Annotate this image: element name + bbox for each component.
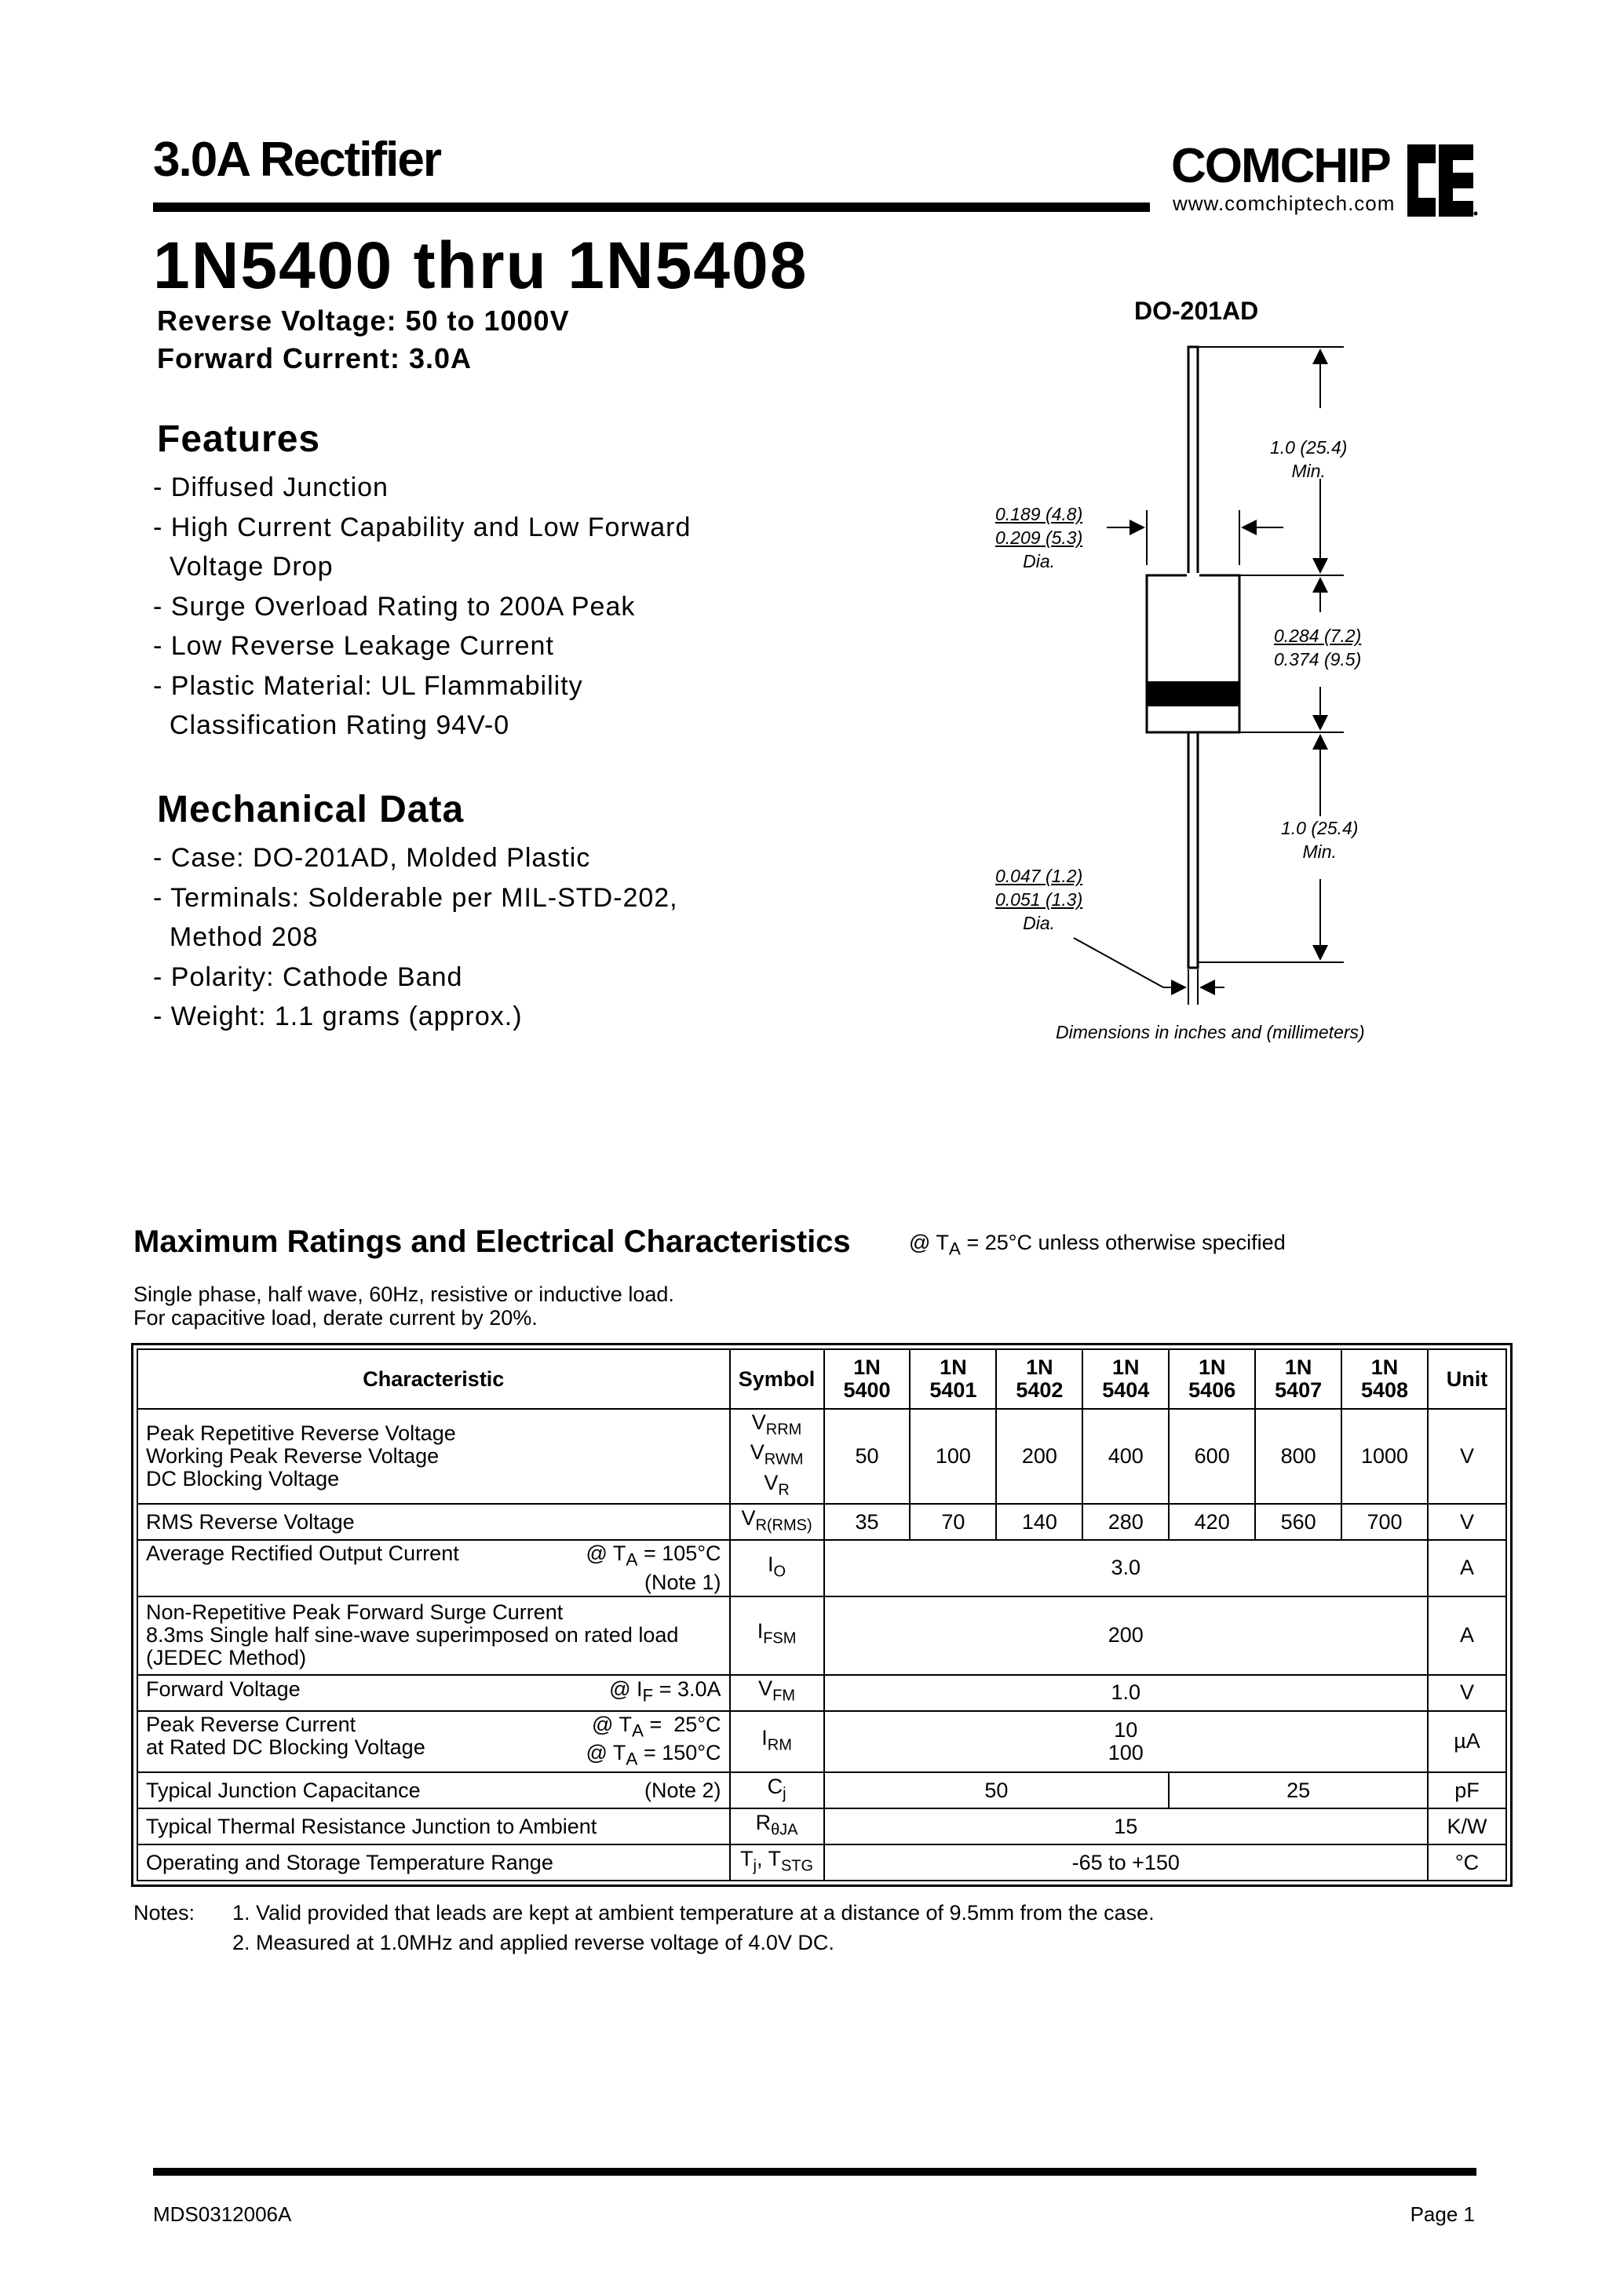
value-cell: 35 (824, 1504, 911, 1540)
notes-label: Notes: (133, 1901, 195, 1925)
brand-logo-text: COMCHIP (1171, 139, 1390, 193)
column-header: 1N 5408 (1341, 1349, 1428, 1409)
column-header: 1N 5404 (1082, 1349, 1169, 1409)
column-header: Characteristic (137, 1349, 730, 1409)
ratings-title: Maximum Ratings and Electrical Characteristics (133, 1224, 851, 1259)
value-cell: 100 (910, 1409, 996, 1504)
value-cell: 400 (1082, 1409, 1169, 1504)
list-item: Method 208 (153, 922, 319, 952)
value-cell: 700 (1341, 1504, 1428, 1540)
value-cell: 1000 (1341, 1409, 1428, 1504)
note-1: 1. Valid provided that leads are kept at ambient temperature at a distance of 9.5mm from the case. (232, 1901, 1155, 1925)
table-row (137, 1540, 1506, 1596)
column-header: 1N 5402 (996, 1349, 1082, 1409)
table-row (137, 1504, 1506, 1540)
mechanical-list (153, 838, 678, 1037)
table-row (137, 1772, 1506, 1808)
doc-title: 3.0A Rectifier (153, 133, 440, 187)
value-cell: 560 (1255, 1504, 1341, 1540)
note-2: 2. Measured at 1.0MHz and applied reverse voltage of 4.0V DC. (232, 1931, 834, 1954)
symbol-cell: $V_{RRM}$ $V_{RWM}$ $V_R$ (730, 1409, 824, 1504)
symbol-cell: $V_{R(RMS)}$ (730, 1504, 824, 1540)
ratings-condition: @ $T_A = 25^\circ C$ unless otherwise specified (909, 1231, 1286, 1259)
characteristic-cell: Typical Thermal Resistance Junction to Ambient (137, 1808, 730, 1844)
package-name: DO-201AD (1134, 297, 1259, 325)
column-header: 1N 5401 (910, 1349, 996, 1409)
comchip-logo-mark-icon (1407, 144, 1478, 217)
characteristic-cell: @ $T_A = 105^\circ C$ (Note 1) Average Rectified Output Current (137, 1540, 730, 1596)
document-id: MDS0312006A (153, 2202, 292, 2226)
ratings-intro-line-2: For capacitive load, derate current by 20%. (133, 1306, 538, 1330)
symbol-cell: $C_j$ (730, 1772, 824, 1808)
column-header: Symbol (730, 1349, 824, 1409)
symbol-cell: $I_{RM}$ (730, 1711, 824, 1773)
value-cell: 800 (1255, 1409, 1341, 1504)
mechanical-heading: Mechanical Data (157, 789, 465, 830)
value-cell: 70 (910, 1504, 996, 1540)
list-item: - Surge Overload Rating to 200A Peak (153, 591, 636, 622)
value-cell: 10 100 (824, 1711, 1428, 1773)
column-header: 1N 5407 (1255, 1349, 1341, 1409)
list-item: - Polarity: Cathode Band (153, 961, 463, 992)
unit-cell: K/W (1428, 1808, 1506, 1844)
footer-rule (153, 2168, 1476, 2176)
symbol-cell: $I_O$ (730, 1540, 824, 1596)
body-diameter-dim: 0.189 (4.8) 0.209 (5.3) Dia. (995, 504, 1083, 571)
unit-cell: A (1428, 1540, 1506, 1596)
table-row (137, 1711, 1506, 1773)
column-header: 1N 5406 (1169, 1349, 1255, 1409)
value-cell: 50 (824, 1772, 1170, 1808)
value-cell: 140 (996, 1504, 1082, 1540)
value-cell: 1.0 (824, 1675, 1428, 1711)
header-rule (153, 202, 1150, 212)
value-cell: 200 (996, 1409, 1082, 1504)
unit-cell: °C (1428, 1844, 1506, 1881)
ratings-intro-line-1: Single phase, half wave, 60Hz, resistive or inductive load. (133, 1282, 674, 1306)
lead-length-bottom-dim: 1.0 (25.4) Min. (1281, 818, 1359, 862)
list-item: Classification Rating 94V-0 (153, 710, 510, 740)
value-cell: -65 to +150 (824, 1844, 1428, 1881)
table-row (137, 1409, 1506, 1504)
dimension-units-note: Dimensions in inches and (millimeters) (1056, 1022, 1365, 1042)
table-row (137, 1808, 1506, 1844)
characteristic-cell: RMS Reverse Voltage (137, 1504, 730, 1540)
unit-cell: V (1428, 1409, 1506, 1504)
value-cell: 600 (1169, 1409, 1255, 1504)
lead-diameter-dim: 0.047 (1.2) 0.051 (1.3) Dia. (995, 866, 1083, 933)
symbol-cell: $I_{FSM}$ (730, 1596, 824, 1675)
value-cell: 280 (1082, 1504, 1169, 1540)
characteristic-cell: (Note 2) Typical Junction Capacitance (137, 1772, 730, 1808)
characteristic-cell: Peak Repetitive Reverse Voltage Working Peak Reverse Voltage DC Blocking Voltage (137, 1409, 730, 1504)
characteristic-cell: Non-Repetitive Peak Forward Surge Current 8.3ms Single half sine-wave superimposed on rated load (JEDEC Method) (137, 1596, 730, 1675)
ratings-table (137, 1348, 1507, 1881)
unit-cell: V (1428, 1675, 1506, 1711)
unit-cell: µA (1428, 1711, 1506, 1773)
lead-length-top-dim: 1.0 (25.4) Min. (1270, 437, 1348, 481)
column-header: Unit (1428, 1349, 1506, 1409)
list-item: Voltage Drop (153, 552, 334, 582)
value-cell: 50 (824, 1409, 911, 1504)
list-item: - Weight: 1.1 grams (approx.) (153, 1002, 523, 1031)
column-header: 1N 5400 (824, 1349, 911, 1409)
value-cell: 420 (1169, 1504, 1255, 1540)
table-header-row (137, 1349, 1506, 1409)
forward-current-spec: Forward Current: 3.0A (157, 342, 473, 374)
symbol-cell: $T_j$, $T_{STG}$ (730, 1844, 824, 1881)
list-item: - Case: DO-201AD, Molded Plastic (153, 843, 591, 873)
unit-cell: V (1428, 1504, 1506, 1540)
list-item: - Terminals: Solderable per MIL-STD-202, (153, 882, 678, 913)
characteristic-cell: @ $T_A = 25^\circ C$ @ $T_A = 150^\circ C$ Peak Reverse Current at Rated DC Blocking Voltage (137, 1711, 730, 1773)
value-cell: 25 (1169, 1772, 1428, 1808)
list-item: - High Current Capability and Low Forward (153, 512, 692, 542)
value-cell: 15 (824, 1808, 1428, 1844)
unit-cell: A (1428, 1596, 1506, 1675)
features-list (153, 468, 691, 746)
symbol-cell: $R_{\theta JA}$ (730, 1808, 824, 1844)
symbol-cell: $V_{FM}$ (730, 1675, 824, 1711)
reverse-voltage-spec: Reverse Voltage: 50 to 1000V (157, 305, 570, 337)
list-item: - Plastic Material: UL Flammability (153, 670, 583, 701)
table-row (137, 1675, 1506, 1711)
unit-cell: pF (1428, 1772, 1506, 1808)
characteristic-cell: Operating and Storage Temperature Range (137, 1844, 730, 1881)
value-cell: 200 (824, 1596, 1428, 1675)
page-number: Page 1 (1410, 2202, 1475, 2226)
characteristic-cell: @ $I_F = 3.0A$ Forward Voltage (137, 1675, 730, 1711)
list-item: - Low Reverse Leakage Current (153, 631, 554, 661)
part-number-range: 1N5400 thru 1N5408 (153, 228, 808, 302)
table-row (137, 1844, 1506, 1881)
brand-website: www.comchiptech.com (1173, 192, 1396, 215)
value-cell: 3.0 (824, 1540, 1428, 1596)
list-item: - Diffused Junction (153, 472, 389, 502)
table-row (137, 1596, 1506, 1675)
features-heading: Features (157, 418, 321, 460)
body-length-dim: 0.284 (7.2) 0.374 (9.5) (1274, 626, 1362, 670)
